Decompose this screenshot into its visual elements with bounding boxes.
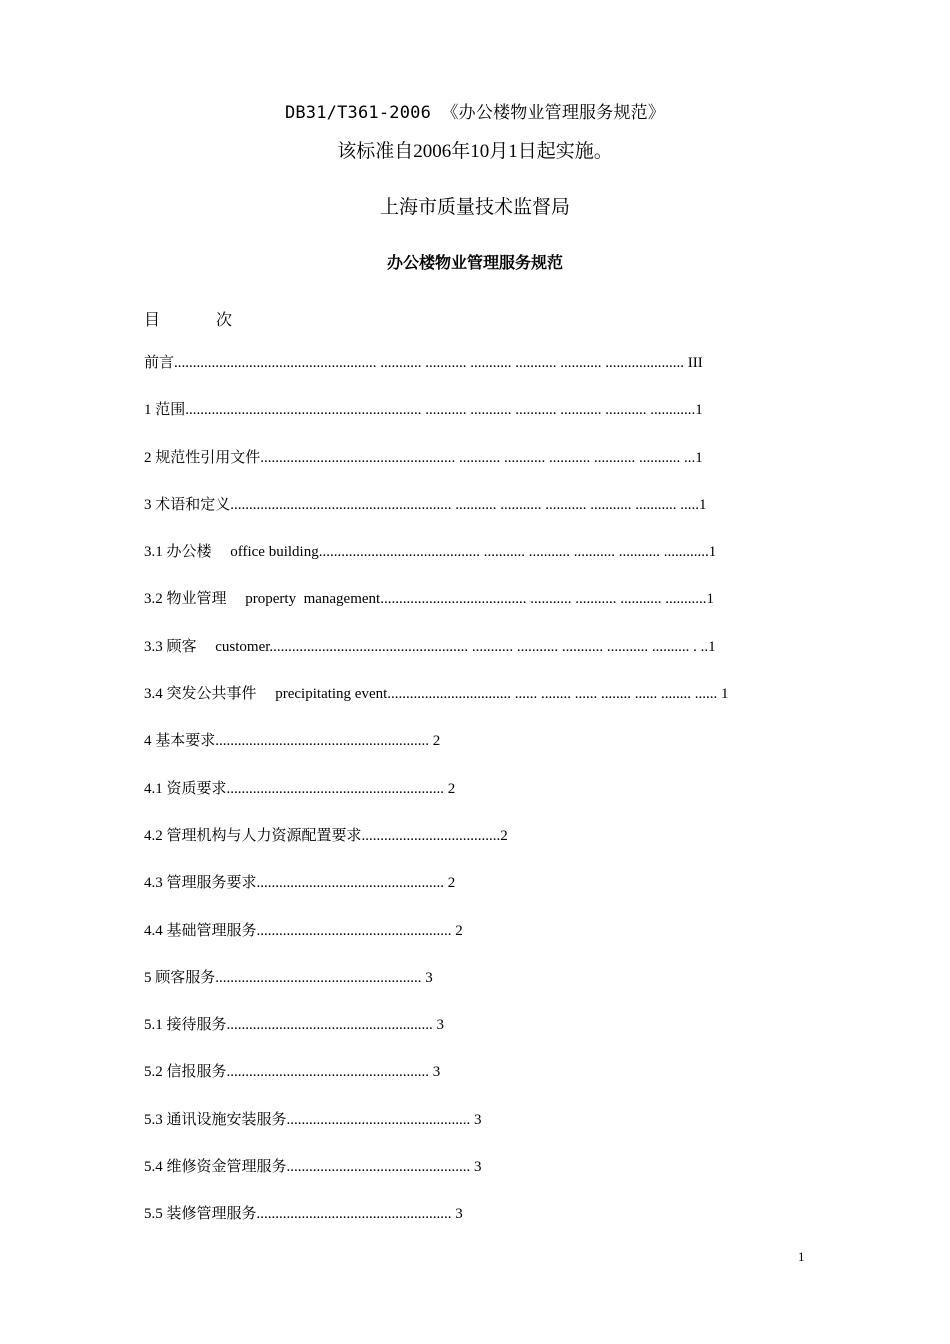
toc-entry-title: 4.4 基础管理服务 — [144, 922, 257, 939]
issuer-line: 上海市质量技术监督局 — [379, 197, 570, 218]
toc-entry[interactable] — [144, 967, 824, 1014]
toc-heading — [144, 307, 232, 330]
toc-entry-page: 3 — [421, 969, 433, 986]
toc-entry-leader: .................................................... — [256, 922, 452, 939]
toc-entry[interactable] — [144, 1014, 824, 1061]
toc-entry[interactable] — [144, 447, 824, 494]
toc-entry[interactable] — [144, 778, 824, 825]
toc-entry-leader: ................................................. — [286, 1111, 471, 1128]
toc-entry-leader: ................................................. — [286, 1159, 471, 1176]
toc-entry-page: 1 — [708, 544, 717, 561]
toc-entry-title: 4.2 管理机构与人力资源配置要求 — [144, 827, 362, 844]
document-title: 办公楼物业管理服务规范 — [386, 253, 563, 272]
toc-entry[interactable] — [144, 541, 824, 588]
toc-entry-title: 5.1 接待服务 — [144, 1017, 227, 1034]
toc-entry-page: 2 — [451, 922, 463, 939]
toc-entry-leader: .................................................... — [256, 1206, 452, 1223]
toc-entry[interactable] — [144, 1203, 824, 1250]
toc-entry-title: 1 范围 — [144, 402, 186, 419]
toc-entry-page: 3 — [429, 1064, 441, 1081]
toc-entry-page: 2 — [500, 827, 508, 844]
toc-entry-leader: .................................................. — [256, 875, 445, 892]
toc-entry-title: 4.3 管理服务要求 — [144, 875, 257, 892]
toc-entry[interactable] — [144, 920, 824, 967]
toc-entry-title: 5.5 装修管理服务 — [144, 1206, 257, 1223]
toc-entry-leader: ....................................... ........... ........... ........... ........... — [380, 591, 707, 608]
page-number: 1 — [798, 1249, 805, 1264]
toc-entry-page: 2 — [444, 875, 456, 892]
toc-entry-leader: .......................................................... — [226, 780, 445, 797]
toc-entry-title: 5.4 维修资金管理服务 — [144, 1159, 287, 1176]
toc-entry-leader: .................................................... ........... ........... ........... ........... ........... ... — [260, 449, 696, 466]
toc-entry-title: 5.2 信报服务 — [144, 1064, 227, 1081]
toc-entry-leader: ....................................................... — [215, 969, 422, 986]
toc-entry-leader: ........................................... ........... ........... ........... ........... ............ — [318, 544, 709, 561]
toc-entry-leader: ...................................................... — [226, 1064, 430, 1081]
toc-entry-page: 1 — [706, 591, 714, 608]
toc-entry-title: 前言 — [144, 355, 175, 371]
toc-entry-title: 4.1 资质要求 — [144, 780, 227, 797]
table-of-contents — [144, 352, 824, 1251]
toc-heading-right: 次 — [216, 312, 233, 329]
standard-number-line: DB31/T361-2006 《办公楼物业管理服务规范》 — [284, 103, 666, 123]
toc-entry[interactable] — [144, 825, 824, 872]
toc-entry-page: 3 — [470, 1159, 482, 1176]
toc-entry-page: 1 — [695, 402, 703, 419]
toc-entry-page: 2 — [444, 780, 456, 797]
toc-entry[interactable] — [144, 1061, 824, 1108]
toc-entry-title: 3.1 办公楼 office building — [144, 544, 319, 561]
toc-entry[interactable] — [144, 494, 824, 541]
toc-entry[interactable] — [144, 730, 824, 777]
toc-entry[interactable] — [144, 1109, 824, 1156]
toc-entry[interactable] — [144, 399, 824, 446]
toc-entry-page: 3 — [432, 1017, 445, 1034]
toc-entry-title: 5.3 通讯设施安装服务 — [144, 1111, 287, 1128]
toc-entry-leader: ...................................................... ........... ........... ........... ........... ........... ..................... — [174, 355, 685, 371]
toc-entry-title: 5 顾客服务 — [144, 969, 216, 986]
toc-entry-page: 2 — [429, 733, 441, 750]
toc-entry[interactable] — [144, 683, 824, 730]
toc-entry-title: 4 基本要求 — [144, 733, 216, 750]
toc-entry-page: III — [684, 355, 703, 371]
toc-entry-title: 3 术语和定义 — [144, 496, 231, 513]
toc-entry-title: 2 规范性引用文件 — [144, 449, 261, 466]
toc-entry-page: 1 — [695, 449, 703, 466]
toc-entry-leader: ..................................... — [361, 827, 501, 844]
toc-entry[interactable] — [144, 1156, 824, 1203]
toc-entry-leader: ............................................................... ........... ........... ........... ........... ........... ............ — [185, 402, 696, 419]
toc-entry[interactable] — [144, 636, 824, 683]
toc-entry-page: 3 — [451, 1206, 463, 1223]
toc-entry-leader: ..................................................... ........... ........... ........... ........... .......... . .. — [269, 638, 709, 655]
toc-entry-title: 3.3 顾客 customer — [144, 638, 270, 655]
implementation-date-line: 该标准自2006年10月1日起实施。 — [337, 141, 613, 162]
toc-entry-page: 1 — [699, 496, 707, 513]
toc-entry-page: 1 — [717, 686, 729, 703]
toc-entry-title: 3.2 物业管理 property management — [144, 591, 381, 608]
toc-entry-leader: ......................................................... — [215, 733, 430, 750]
toc-heading-left: 目 — [144, 312, 161, 329]
toc-entry-leader: ....................................................... — [226, 1017, 433, 1034]
toc-entry-page: 1 — [708, 638, 716, 655]
toc-entry[interactable] — [144, 588, 824, 635]
toc-entry-leader: ........................................................... ........... ........... ........... ........... ........... ..... — [230, 496, 700, 513]
toc-entry-leader: ................................. ...... ........ ...... ........ ...... ........ ...... — [387, 686, 718, 703]
toc-entry-title: 3.4 突发公共事件 precipitating event — [144, 686, 388, 703]
toc-entry[interactable] — [144, 872, 824, 919]
toc-entry-page: 3 — [470, 1111, 482, 1128]
toc-entry[interactable] — [144, 352, 824, 399]
